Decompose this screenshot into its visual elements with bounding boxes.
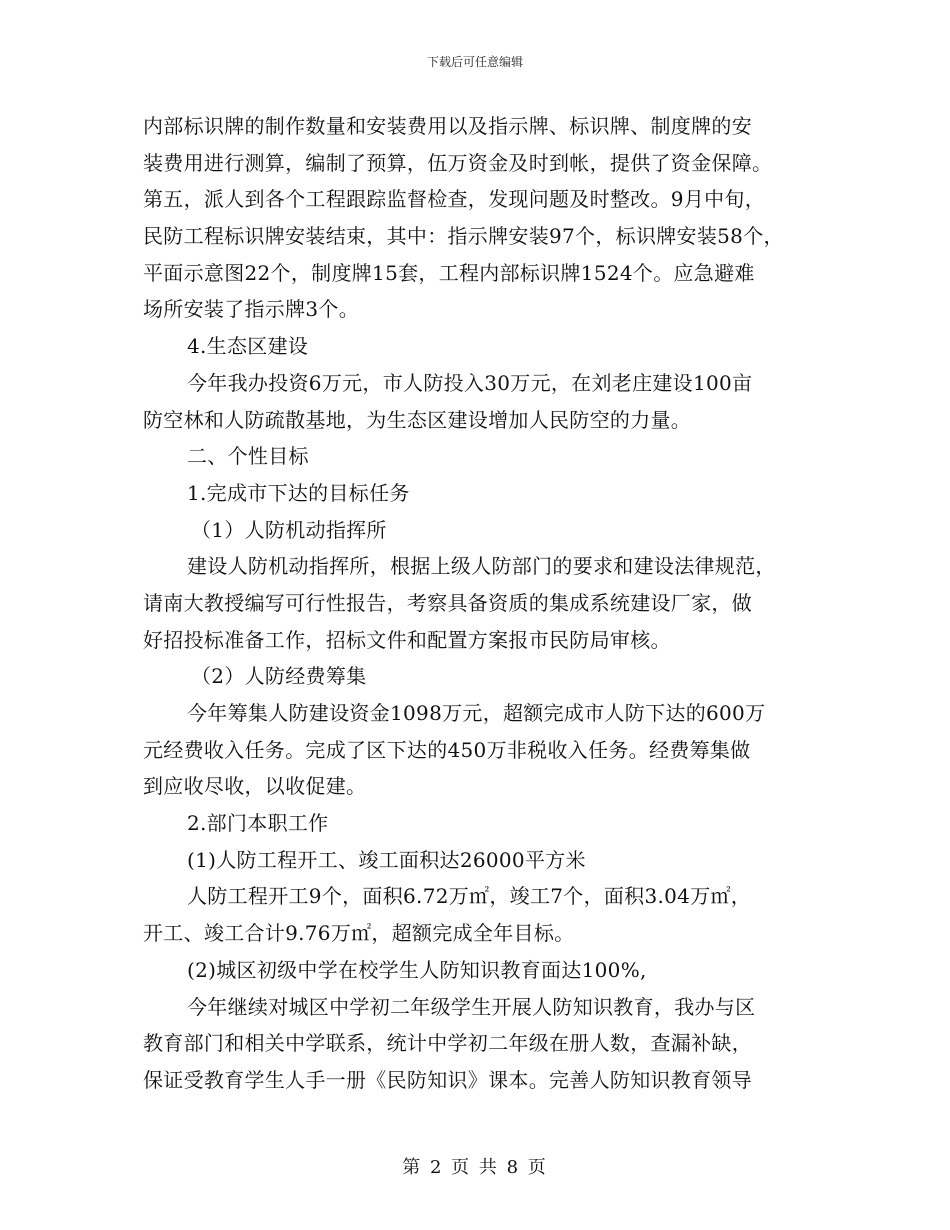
subsection-heading: （2）人防经费筹集 bbox=[191, 664, 367, 689]
text-line: 防空林和人防疏散基地，为生态区建设增加人民防空的力量。 bbox=[143, 407, 692, 432]
text-line: 平面示意图22个，制度牌15套，工程内部标识牌1524个。应急避难 bbox=[143, 260, 755, 285]
page-number: 第 2 页 共 8 页 bbox=[402, 1157, 548, 1178]
text-line: 开工、竣工合计9.76万㎡，超额完成全年目标。 bbox=[143, 921, 575, 946]
text-line: 好招投标准备工作，招标文件和配置方案报市民防局审核。 bbox=[143, 627, 671, 652]
section-heading: 二、个性目标 bbox=[187, 444, 309, 469]
text-line: 教育部门和相关中学联系，统计中学初二年级在册人数，查漏补缺， bbox=[143, 1031, 752, 1056]
text-line: 请南大教授编写可行性报告，考察具备资质的集成系统建设厂家，做 bbox=[143, 590, 752, 615]
text-line: 场所安装了指示牌3个。 bbox=[143, 297, 360, 322]
text-line: 民防工程标识牌安装结束，其中：指示牌安装97个，标识牌安装58个， bbox=[143, 224, 784, 249]
text-line: 内部标识牌的制作数量和安装费用以及指示牌、标识牌、制度牌的安 bbox=[143, 114, 752, 138]
section-heading: 1.完成市下达的目标任务 bbox=[187, 480, 410, 505]
paragraph-start: 今年继续对城区中学初二年级学生开展人防知识教育，我办与区 bbox=[187, 994, 756, 1019]
text-line: 装费用进行测算，编制了预算，伍万资金及时到帐，提供了资金保障。 bbox=[143, 150, 773, 175]
page-header: 下载后可任意编辑 bbox=[426, 55, 523, 69]
text-line: 到应收尽收，以收促建。 bbox=[143, 774, 367, 799]
section-heading: 4.生态区建设 bbox=[187, 334, 309, 359]
paragraph-start: 人防工程开工9个，面积6.72万㎡，竣工7个，面积3.04万㎡， bbox=[187, 884, 752, 909]
text-line: 第五，派人到各个工程跟踪监督检查，发现问题及时整改。9月中旬， bbox=[143, 187, 766, 212]
text-line: 保证受教育学生人手一册《民防知识》课本。完善人防知识教育领导 bbox=[143, 1067, 752, 1092]
subsection-heading: (2)城区初级中学在校学生人防知识教育面达100%, bbox=[187, 957, 647, 982]
text-line: 元经费收入任务。完成了区下达的450万非税收入任务。经费筹集做 bbox=[143, 737, 751, 762]
subsection-heading: （1）人防机动指挥所 bbox=[191, 517, 387, 542]
section-heading: 2.部门本职工作 bbox=[187, 811, 329, 836]
subsection-heading: (1)人防工程开工、竣工面积达26000平方米 bbox=[187, 847, 586, 872]
paragraph-start: 今年我办投资6万元，市人防投入30万元，在刘老庄建设100亩 bbox=[187, 370, 753, 395]
paragraph-start: 建设人防机动指挥所，根据上级人防部门的要求和建设法律规范， bbox=[187, 554, 776, 579]
document-body bbox=[143, 108, 813, 1099]
paragraph-start: 今年筹集人防建设资金1098万元，超额完成市人防下达的600万 bbox=[187, 701, 766, 725]
